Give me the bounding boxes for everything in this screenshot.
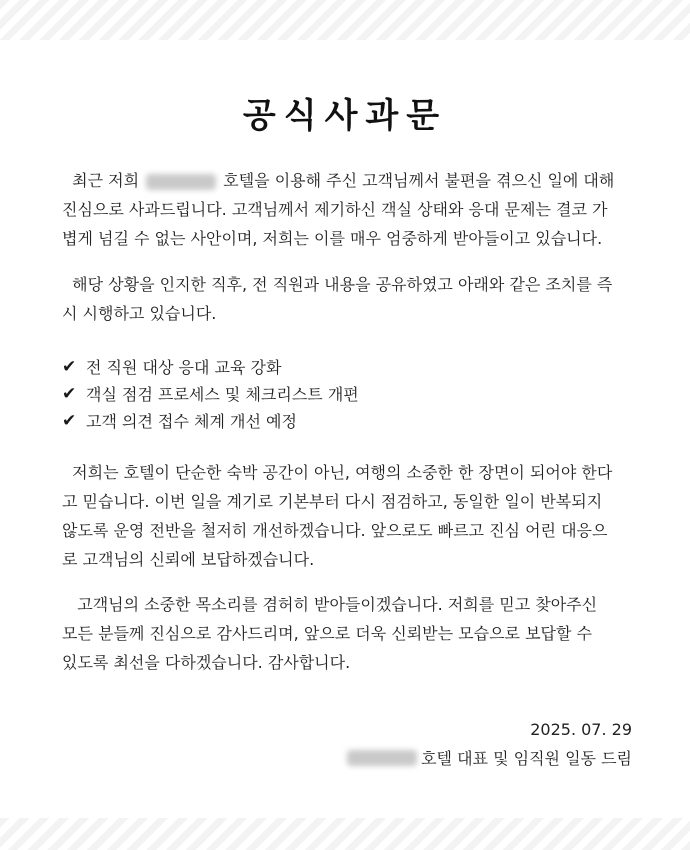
checklist-item-label: 전 직원 대상 응대 교육 강화 — [86, 358, 282, 377]
check-icon: ✔ — [62, 384, 77, 404]
paragraph-1 — [62, 166, 634, 253]
checklist-item — [62, 408, 634, 435]
check-icon: ✔ — [62, 357, 77, 377]
paragraph-3: 저희는 호텔이 단순한 숙박 공간이 아닌, 여행의 소중한 한 장면이 되어야 한다 고 믿습니다. 이번 일을 계기로 기본부터 다시 점검하고, 동일한 일이 반복되지 않도록 운영 전반을 철저히 개선하겠습니다. 앞으로도 빠르고 진심 어린 대응으 로 고객님의 신뢰에 보답하겠습니다. — [62, 463, 613, 569]
paragraph-1-start: 최근 저희 — [62, 171, 145, 190]
check-icon: ✔ — [62, 411, 77, 431]
signature-text: 호텔 대표 및 임직원 일동 드림 — [421, 749, 632, 768]
top-stripe-border — [0, 0, 690, 40]
checklist-item — [62, 381, 634, 408]
action-checklist — [62, 354, 634, 435]
redacted-hotel-name — [347, 750, 417, 766]
document-date: 2025. 07. 29 — [530, 720, 632, 739]
checklist-item-label: 객실 점검 프로세스 및 체크리스트 개편 — [86, 385, 359, 404]
page-title: 공식사과문 — [242, 96, 448, 136]
checklist-item — [62, 354, 634, 381]
paragraph-2: 해당 상황을 인지한 직후, 전 직원과 내용을 공유하였고 아래와 같은 조치를 즉 시 시행하고 있습니다. — [62, 275, 613, 323]
paragraph-4: 고객님의 소중한 목소리를 겸허히 받아들이겠습니다. 저희를 믿고 찾아주신 모든 분들께 진심으로 감사드리며, 앞으로 더욱 신뢰받는 모습으로 보답할 수 있도록 최선을 다하겠습니다. 감사합니다. — [62, 595, 598, 672]
redacted-hotel-name — [146, 174, 216, 190]
checklist-item-label: 고객 의견 접수 체계 개선 예정 — [86, 412, 297, 431]
bottom-stripe-border — [0, 818, 690, 850]
paragraph-1-rest: 호텔을 이용해 주신 고객님께서 불편을 겪으신 일에 대해 진심으로 사과드립니다. 고객님께서 제기하신 객실 상태와 응대 문제는 결코 가 볍게 넘길 수 없는 사안이며, 저희는 이를 매우 엄중하게 받아들이고 있습니다. — [62, 171, 615, 248]
signature-line — [347, 746, 632, 769]
